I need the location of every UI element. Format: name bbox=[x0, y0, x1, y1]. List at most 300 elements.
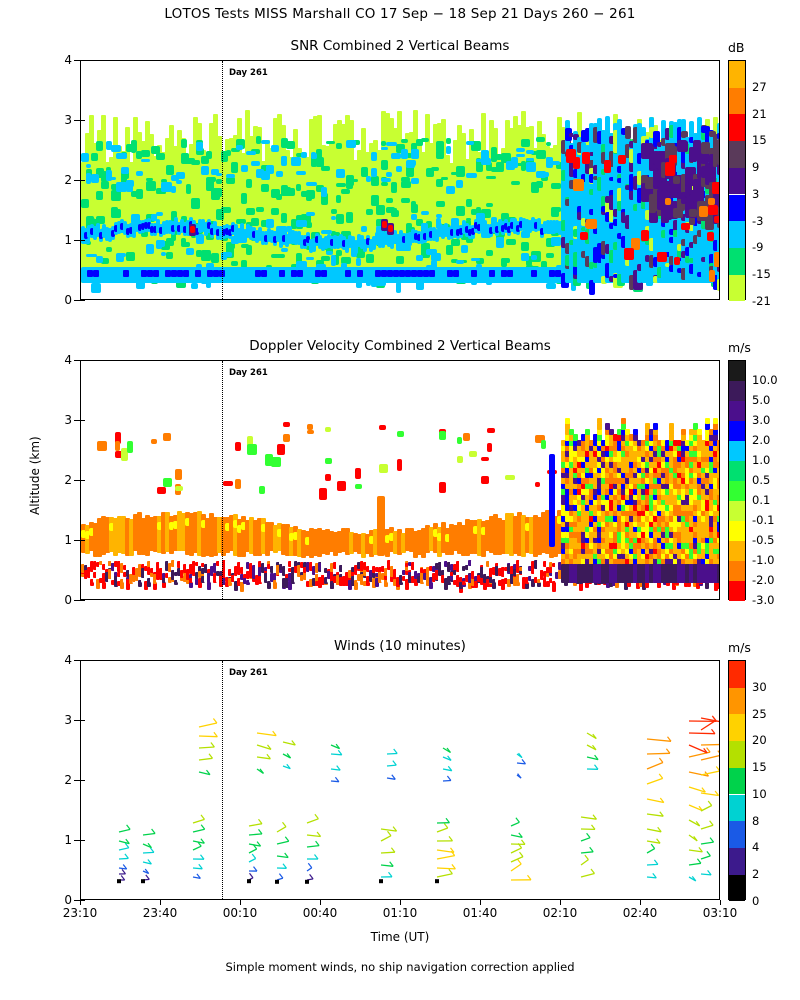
contour-cell bbox=[321, 256, 330, 261]
panel-winds: Winds (10 minutes) Day 261 4 3 2 1 0 23:10 23:40 00:10 00:40 01:10 01:40 02:10 02:40 03:10 Time (UT) bbox=[62, 638, 738, 944]
contour-cell bbox=[585, 429, 590, 435]
contour-cell bbox=[163, 478, 172, 487]
contour-cell bbox=[277, 444, 285, 455]
contour-cell bbox=[246, 245, 252, 256]
contour-cell bbox=[271, 457, 281, 467]
contour-cell bbox=[436, 150, 444, 159]
day-boundary-line-winds bbox=[222, 661, 223, 899]
contour-cell bbox=[166, 165, 174, 175]
contour-cell bbox=[681, 223, 690, 230]
contour-cell bbox=[665, 162, 676, 176]
contour-cell bbox=[411, 214, 417, 219]
contour-cell bbox=[136, 189, 143, 199]
contour-cell bbox=[211, 253, 219, 263]
contour-cell bbox=[624, 248, 635, 261]
contour-cell bbox=[331, 255, 336, 266]
contour-cell bbox=[81, 199, 89, 209]
contour-cell bbox=[279, 270, 285, 277]
contour-cell bbox=[396, 256, 404, 265]
y-axis-label: Altitude (km) bbox=[28, 436, 42, 515]
contour-cell bbox=[496, 162, 504, 172]
contour-cell bbox=[256, 207, 264, 212]
contour-cell bbox=[146, 244, 154, 255]
contour-cell bbox=[397, 431, 404, 437]
contour-cell bbox=[276, 171, 283, 177]
contour-cell bbox=[717, 564, 720, 583]
contour-cell bbox=[121, 167, 129, 175]
contour-cell bbox=[531, 270, 537, 277]
contour-cell bbox=[190, 226, 195, 233]
contour-cell bbox=[126, 252, 134, 258]
contour-cell bbox=[337, 481, 346, 491]
contour-cell bbox=[311, 153, 317, 159]
contour-cell bbox=[176, 172, 185, 179]
contour-cell bbox=[175, 486, 183, 491]
contour-cell bbox=[446, 138, 451, 143]
contour-cell bbox=[487, 443, 492, 453]
contour-cell bbox=[336, 183, 346, 187]
contour-cell bbox=[386, 198, 393, 203]
contour-cell bbox=[307, 430, 314, 434]
contour-cell bbox=[549, 454, 555, 547]
contour-cell bbox=[521, 242, 529, 251]
contour-cell bbox=[453, 270, 459, 277]
contour-cell bbox=[717, 531, 720, 537]
contour-cell bbox=[674, 257, 681, 265]
contour-cell bbox=[346, 212, 353, 224]
contour-cell bbox=[156, 212, 163, 216]
contour-cell bbox=[705, 418, 710, 424]
day-label-winds: Day 261 bbox=[229, 668, 268, 678]
contour-cell bbox=[306, 212, 315, 216]
contour-cell bbox=[505, 475, 515, 481]
contour-cell bbox=[446, 186, 455, 194]
panel-snr: SNR Combined 2 Vertical Beams Day 261 4 3 2 1 0 bbox=[80, 60, 720, 300]
contour-cell bbox=[381, 147, 388, 150]
contour-cell bbox=[247, 444, 257, 455]
contour-cell bbox=[551, 161, 560, 166]
contour-cell bbox=[401, 198, 410, 204]
contour-cell bbox=[226, 174, 235, 178]
contour-cell bbox=[297, 270, 303, 277]
contour-cell bbox=[331, 209, 337, 214]
contour-cell bbox=[535, 482, 540, 487]
contour-cell bbox=[388, 225, 393, 232]
contour-cell bbox=[181, 139, 187, 148]
contour-cell bbox=[466, 173, 477, 178]
contour-cell bbox=[565, 418, 570, 424]
contour-cell bbox=[325, 458, 332, 464]
contour-cell bbox=[411, 178, 419, 185]
contour-cell bbox=[181, 238, 186, 245]
contour-cell bbox=[536, 137, 545, 143]
contour-cell bbox=[521, 253, 529, 261]
contour-cell bbox=[235, 442, 241, 452]
contour-cell bbox=[271, 208, 279, 216]
contour-cell bbox=[376, 205, 385, 214]
contour-cell bbox=[97, 441, 107, 451]
contour-cell bbox=[580, 232, 588, 240]
contour-cell bbox=[496, 237, 504, 248]
contour-cell bbox=[336, 195, 341, 203]
contour-cell bbox=[283, 422, 290, 427]
contour-cell bbox=[536, 150, 546, 159]
contour-cell bbox=[526, 158, 534, 161]
contour-cell bbox=[401, 139, 408, 143]
contour-cell bbox=[669, 155, 677, 163]
contour-cell bbox=[717, 461, 720, 467]
contour-cell bbox=[377, 496, 385, 556]
day-label-doppler: Day 261 bbox=[229, 368, 268, 378]
contour-cell bbox=[511, 181, 520, 185]
contour-cell bbox=[441, 177, 448, 180]
contour-cell bbox=[91, 174, 99, 183]
contour-cell bbox=[271, 145, 279, 152]
contour-cell bbox=[551, 237, 561, 246]
contour-cell bbox=[261, 140, 270, 144]
contour-cell bbox=[183, 270, 189, 277]
panel-snr-title: SNR Combined 2 Vertical Beams bbox=[290, 38, 510, 54]
contour-cell bbox=[421, 138, 429, 142]
contour-cell bbox=[235, 479, 241, 489]
contour-cell bbox=[251, 161, 260, 166]
contour-cell bbox=[316, 159, 321, 167]
contour-cell bbox=[451, 239, 460, 246]
contour-cell bbox=[325, 474, 331, 481]
contour-cell bbox=[709, 270, 715, 282]
contour-cell bbox=[436, 214, 442, 218]
contour-cell bbox=[223, 481, 233, 485]
contour-cell bbox=[708, 205, 718, 215]
contour-cell bbox=[625, 126, 631, 138]
day-boundary-line-doppler bbox=[222, 361, 223, 599]
contour-cell bbox=[469, 451, 477, 457]
contour-cell bbox=[531, 255, 537, 260]
contour-cell bbox=[116, 182, 127, 192]
contour-cell bbox=[582, 152, 591, 164]
contour-cell bbox=[261, 184, 269, 193]
contour-cell bbox=[391, 153, 401, 159]
contour-cell bbox=[106, 170, 112, 181]
colorbar-winds-title: m/s bbox=[728, 640, 751, 655]
contour-cell bbox=[166, 252, 173, 259]
contour-cell bbox=[236, 145, 243, 150]
contour-cell bbox=[126, 182, 133, 191]
contour-cell bbox=[96, 141, 103, 151]
contour-cell bbox=[456, 180, 463, 188]
contour-cell bbox=[697, 429, 702, 435]
contour-cell bbox=[406, 160, 416, 166]
contour-cell bbox=[621, 418, 626, 424]
contour-cell bbox=[526, 150, 534, 154]
contour-cell bbox=[96, 191, 103, 200]
contour-cell bbox=[386, 172, 392, 177]
contour-cell bbox=[481, 476, 489, 484]
colorbar-snr-strip bbox=[728, 60, 746, 300]
contour-cell bbox=[717, 477, 720, 483]
contour-cell bbox=[161, 252, 166, 256]
contour-cell bbox=[91, 283, 101, 293]
contour-cell bbox=[379, 464, 388, 473]
contour-cell bbox=[91, 153, 98, 161]
contour-cell bbox=[123, 270, 129, 277]
contour-cell bbox=[717, 133, 720, 139]
contour-cell bbox=[241, 193, 247, 204]
contour-cell bbox=[457, 437, 462, 445]
contour-cell bbox=[326, 141, 335, 144]
contour-cell bbox=[325, 427, 331, 432]
contour-cell bbox=[157, 487, 166, 494]
contour-cell bbox=[439, 482, 446, 493]
contour-cell bbox=[241, 165, 248, 172]
panel-doppler-plot bbox=[80, 360, 720, 600]
contour-cell bbox=[351, 179, 358, 183]
contour-cell bbox=[471, 258, 480, 261]
contour-cell bbox=[717, 542, 720, 548]
contour-cell bbox=[196, 142, 203, 151]
contour-cell bbox=[136, 171, 143, 177]
contour-cell bbox=[421, 211, 429, 215]
contour-cell bbox=[641, 230, 649, 241]
contour-cell bbox=[276, 254, 285, 259]
contour-cell bbox=[306, 190, 315, 199]
contour-cell bbox=[456, 206, 465, 217]
contour-cell bbox=[345, 270, 351, 277]
contour-cell bbox=[461, 245, 468, 252]
contour-cell bbox=[336, 250, 342, 256]
contour-cell bbox=[717, 279, 720, 291]
contour-cell bbox=[551, 183, 561, 189]
contour-cell bbox=[506, 239, 516, 246]
contour-cell bbox=[486, 176, 496, 179]
contour-cell bbox=[396, 166, 402, 172]
figure-title: LOTOS Tests MISS Marshall CO 17 Sep − 18 Sep 21 Days 260 − 261 bbox=[164, 6, 636, 22]
contour-cell bbox=[346, 140, 356, 148]
contour-cell bbox=[446, 146, 451, 154]
contour-cell bbox=[336, 214, 344, 224]
contour-cell bbox=[319, 488, 327, 500]
contour-cell bbox=[201, 250, 211, 261]
contour-cell bbox=[411, 149, 419, 159]
contour-cell bbox=[93, 270, 99, 277]
contour-cell bbox=[439, 431, 446, 440]
contour-cell bbox=[321, 270, 327, 277]
contour-cell bbox=[191, 283, 198, 290]
contour-cell bbox=[186, 248, 194, 255]
contour-cell bbox=[436, 201, 445, 207]
contour-cell bbox=[186, 184, 191, 194]
contour-cell bbox=[546, 142, 551, 147]
contour-cell bbox=[501, 258, 510, 263]
contour-cell bbox=[306, 222, 312, 228]
contour-cell bbox=[689, 209, 697, 217]
contour-cell bbox=[379, 425, 386, 430]
contour-cell bbox=[456, 166, 465, 178]
contour-cell bbox=[431, 167, 439, 171]
contour-cell bbox=[397, 459, 402, 472]
contour-cell bbox=[386, 142, 397, 146]
contour-cell bbox=[306, 257, 314, 260]
contour-cell bbox=[191, 198, 200, 209]
contour-cell bbox=[516, 154, 525, 157]
contour-cell bbox=[717, 504, 720, 510]
contour-cell bbox=[604, 160, 611, 173]
contour-cell bbox=[291, 157, 301, 166]
contour-cell bbox=[471, 270, 477, 277]
contour-cell bbox=[101, 181, 109, 190]
contour-cell bbox=[146, 181, 156, 191]
contour-cell bbox=[206, 151, 212, 160]
contour-cell bbox=[673, 176, 680, 185]
contour-cell bbox=[717, 440, 720, 446]
contour-cell bbox=[151, 439, 157, 444]
colorbar-doppler-strip bbox=[728, 360, 746, 600]
contour-cell bbox=[191, 160, 200, 166]
contour-cell bbox=[96, 258, 103, 264]
contour-cell bbox=[381, 182, 388, 186]
contour-cell bbox=[281, 213, 287, 224]
contour-cell bbox=[246, 151, 256, 155]
contour-cell bbox=[669, 423, 674, 429]
contour-cell bbox=[391, 182, 397, 193]
contour-cell bbox=[391, 210, 399, 216]
contour-cell bbox=[346, 184, 353, 189]
contour-cell bbox=[361, 226, 367, 232]
contour-cell bbox=[436, 179, 443, 187]
contour-cell bbox=[356, 258, 361, 266]
day-boundary-line-snr bbox=[222, 61, 223, 299]
panel-snr-plot bbox=[80, 60, 720, 300]
contour-cell bbox=[714, 216, 720, 223]
contour-cell bbox=[81, 153, 89, 162]
contour-cell bbox=[401, 149, 408, 159]
contour-cell bbox=[481, 457, 489, 461]
contour-cell bbox=[366, 209, 373, 215]
contour-cell bbox=[206, 177, 216, 182]
contour-cell bbox=[281, 156, 287, 166]
contour-cell bbox=[401, 177, 410, 182]
contour-cell bbox=[141, 150, 150, 157]
contour-cell bbox=[371, 176, 379, 186]
contour-cell bbox=[633, 429, 638, 435]
figure-root: LOTOS Tests MISS Marshall CO 17 Sep − 18 Sep 21 Days 260 − 261 SNR Combined 2 Vertical Beams Day 261 4 3 2 1 0 dB 27 21 15 9 3 -3 -9 -15 -21 Doppler Velocity Combined 2 Vertical Beams Day 261 4 3 2 1 0 Altitude (km) m/s 10.0 5.0 3.0 2.0 1.0 0.5 0.1 -0.1 -0.5 -1.0 -2.0 -3.0 Winds (10 minutes) Day 261 4 3 2 1 0 23:10 23:40 00:10 00:40 01:10 01:40 02:10 02:40 03:10 Time (UT) m/s 30 25 20 15 10 8 4 2 0 Simple moment winds, no ship navigation correction applied bbox=[0, 0, 800, 1000]
contour-cell bbox=[163, 433, 171, 442]
contour-cell bbox=[321, 187, 327, 197]
contour-cell bbox=[566, 149, 576, 163]
contour-cell bbox=[296, 171, 306, 175]
contour-cell bbox=[153, 270, 159, 277]
contour-cell bbox=[231, 162, 238, 173]
figure-footnote: Simple moment winds, no ship navigation correction applied bbox=[225, 960, 575, 974]
contour-cell bbox=[115, 441, 120, 452]
contour-cell bbox=[713, 423, 718, 429]
contour-cell bbox=[396, 282, 401, 293]
contour-cell bbox=[381, 160, 388, 170]
contour-cell bbox=[573, 179, 584, 192]
contour-cell bbox=[406, 166, 414, 176]
contour-cell bbox=[586, 219, 597, 229]
contour-cell bbox=[551, 207, 561, 212]
contour-cell bbox=[156, 153, 165, 160]
contour-cell bbox=[216, 179, 222, 185]
contour-cell bbox=[665, 198, 671, 205]
contour-cell bbox=[306, 182, 317, 186]
contour-cell bbox=[371, 152, 377, 161]
contour-cell bbox=[507, 270, 513, 277]
contour-cell bbox=[127, 441, 133, 453]
contour-cell bbox=[546, 283, 556, 289]
contour-cell bbox=[521, 139, 530, 147]
contour-cell bbox=[466, 141, 474, 145]
contour-cell bbox=[161, 182, 172, 192]
contour-cell bbox=[536, 181, 543, 188]
contour-cell bbox=[546, 253, 554, 258]
contour-cell bbox=[266, 219, 274, 228]
contour-cell bbox=[391, 208, 397, 211]
contour-cell bbox=[176, 180, 182, 185]
contour-cell bbox=[286, 188, 295, 197]
contour-cell bbox=[286, 141, 295, 149]
contour-cell bbox=[201, 166, 209, 175]
contour-cell bbox=[487, 428, 495, 433]
colorbar-winds-strip bbox=[728, 660, 746, 900]
contour-cell bbox=[511, 157, 518, 168]
contour-cell bbox=[156, 240, 162, 249]
contour-cell bbox=[116, 153, 127, 159]
contour-cell bbox=[597, 423, 602, 429]
contour-cell bbox=[246, 208, 255, 216]
contour-cell bbox=[486, 250, 493, 256]
contour-cell bbox=[481, 150, 489, 161]
contour-cell bbox=[283, 434, 290, 442]
contour-cell bbox=[429, 270, 435, 277]
contour-cell bbox=[714, 252, 720, 267]
contour-cell bbox=[371, 195, 379, 206]
contour-cell bbox=[456, 260, 464, 264]
contour-cell bbox=[618, 155, 626, 164]
contour-cell bbox=[336, 169, 345, 177]
contour-cell bbox=[681, 141, 688, 151]
contour-cell bbox=[446, 245, 453, 255]
contour-cell bbox=[466, 199, 472, 207]
contour-cell bbox=[355, 468, 361, 479]
contour-cell bbox=[226, 252, 232, 257]
contour-cell bbox=[281, 248, 288, 252]
contour-cell bbox=[717, 450, 720, 456]
contour-cell bbox=[341, 189, 350, 193]
contour-cell bbox=[401, 181, 411, 188]
contour-cell bbox=[411, 204, 418, 214]
panel-winds-title: Winds (10 minutes) bbox=[334, 638, 466, 654]
contour-cell bbox=[231, 261, 238, 267]
contour-cell bbox=[489, 270, 495, 277]
contour-cell bbox=[526, 162, 536, 172]
contour-cell bbox=[463, 433, 470, 442]
contour-cell bbox=[106, 247, 112, 252]
contour-cell bbox=[355, 484, 362, 489]
contour-cell bbox=[597, 418, 602, 424]
contour-cell bbox=[246, 179, 252, 188]
contour-cell bbox=[171, 186, 176, 192]
contour-cell bbox=[195, 270, 201, 277]
contour-cell bbox=[717, 515, 720, 521]
contour-cell bbox=[336, 143, 342, 149]
contour-cell bbox=[681, 429, 686, 435]
contour-cell bbox=[713, 418, 718, 424]
contour-cell bbox=[381, 178, 391, 182]
panel-doppler: Doppler Velocity Combined 2 Vertical Beams Day 261 4 3 2 1 0 Altitude (km) bbox=[80, 360, 720, 600]
contour-cell bbox=[259, 486, 265, 493]
